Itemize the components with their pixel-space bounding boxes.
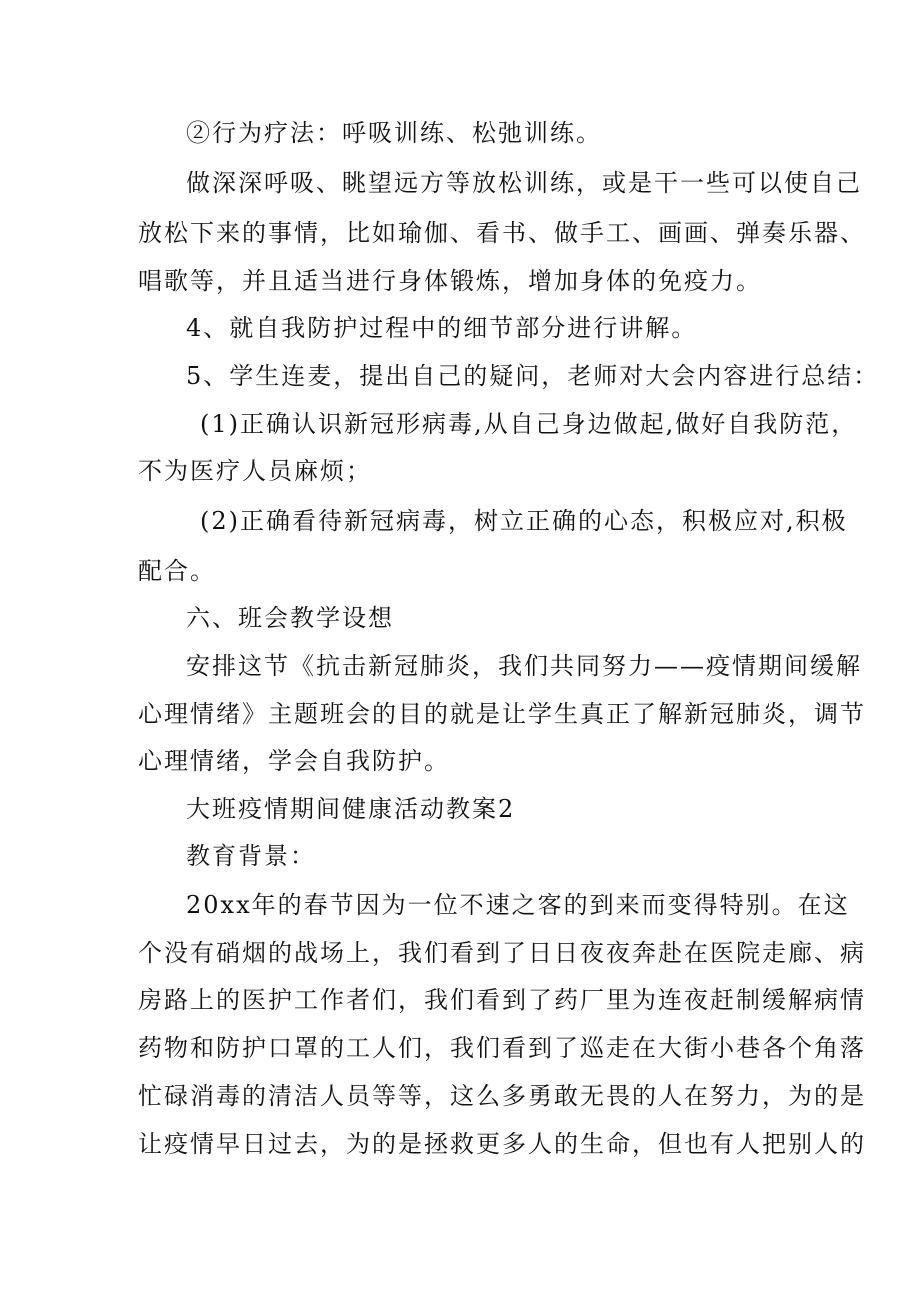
text-line: 不为医疗人员麻烦； xyxy=(138,457,372,485)
text-line: (1)正确认识新冠形病毒,从自己身边做起,做好自我防范， xyxy=(200,410,858,438)
text-line: 心理情绪》主题班会的目的就是让学生真正了解新冠肺炎，调节 xyxy=(138,700,866,728)
text-line: 让疫情早日过去，为的是拯救更多人的生命，但也有人把别人的 xyxy=(138,1130,866,1158)
text-line: 药物和防护口罩的工人们，我们看到了巡走在大街小巷各个角落 xyxy=(138,1034,866,1062)
text-line: (2)正确看待新冠病毒，树立正确的心态，积极应对,积极 xyxy=(200,507,848,535)
section-heading: 大班疫情期间健康活动教案2 xyxy=(186,795,516,823)
text-line: 配合。 xyxy=(138,557,216,585)
text-line: 忙碌消毒的清洁人员等等，这么多勇敢无畏的人在努力，为的是 xyxy=(138,1082,866,1110)
section-heading: 六、班会教学设想 xyxy=(186,604,394,632)
text-line: 做深深呼吸、眺望远方等放松训练，或是干一些可以使自己 xyxy=(186,169,862,197)
text-line: 房路上的医护工作者们，我们看到了药厂里为连夜赶制缓解病情 xyxy=(138,986,866,1014)
section-heading: 教育背景： xyxy=(186,842,316,870)
text-line: 20xx年的春节因为一位不速之客的到来而变得特别。在这 xyxy=(186,891,850,919)
text-line: 唱歌等，并且适当进行身体锻炼，增加身体的免疫力。 xyxy=(138,267,762,295)
text-line: 安排这节《抗击新冠肺炎，我们共同努力——疫情期间缓解 xyxy=(186,652,862,680)
text-line: 5、学生连麦，提出自己的疑问，老师对大会内容进行总结： xyxy=(186,362,880,390)
text-line: ②行为疗法：呼吸训练、松弛训练。 xyxy=(186,119,602,147)
text-line: 4、就自我防护过程中的细节部分进行讲解。 xyxy=(186,314,698,342)
text-line: 个没有硝烟的战场上，我们看到了日日夜夜奔赴在医院走廊、病 xyxy=(138,939,866,967)
text-line: 放松下来的事情，比如瑜伽、看书、做手工、画画、弹奏乐器、 xyxy=(138,219,866,247)
text-line: 心理情绪，学会自我防护。 xyxy=(138,747,450,775)
